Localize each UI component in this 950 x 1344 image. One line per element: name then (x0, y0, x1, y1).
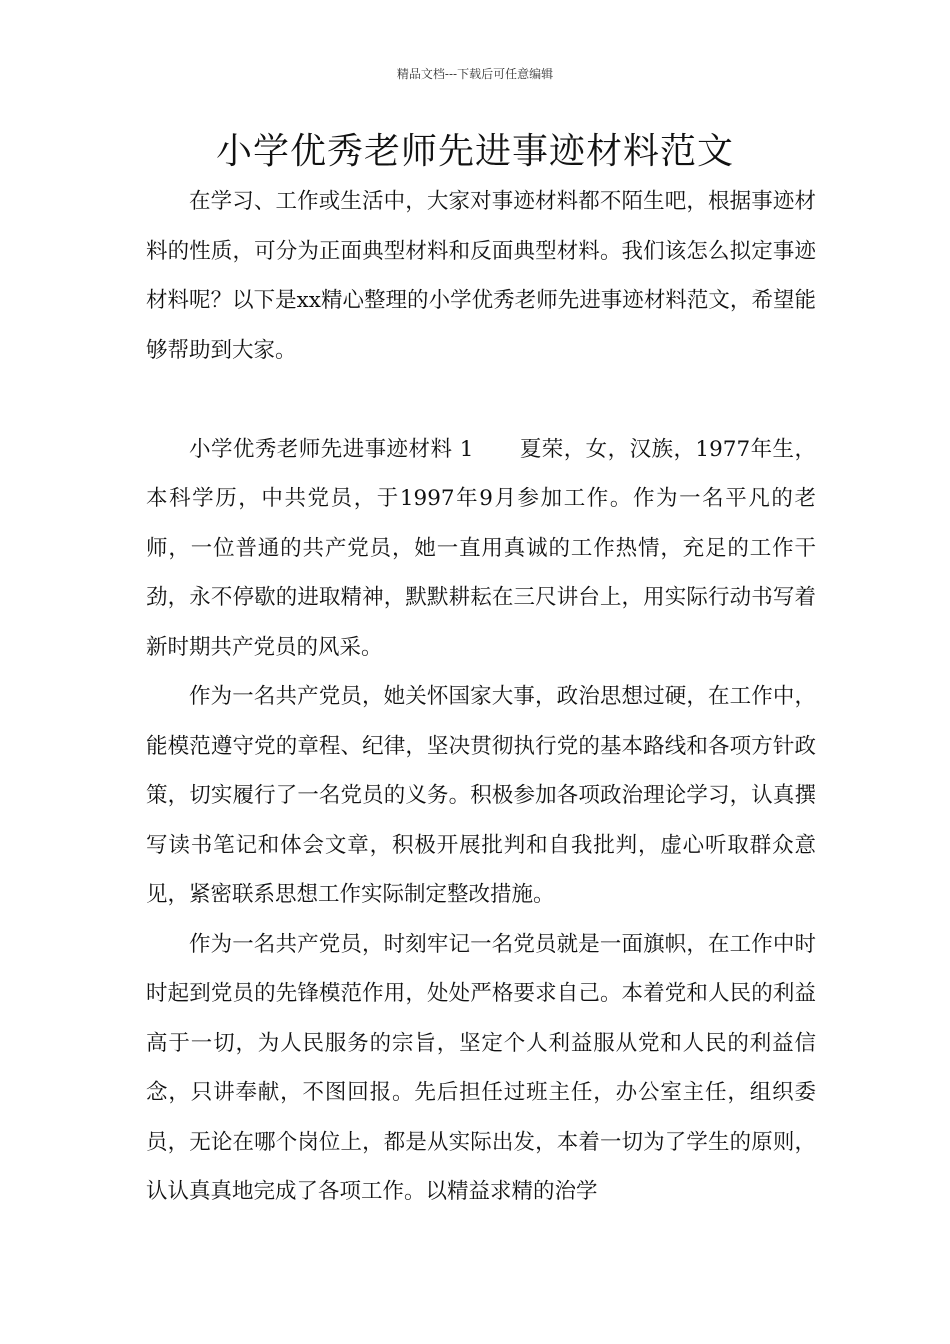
page-header: 精品文档---下载后可任意编辑 (396, 67, 554, 81)
document-body (146, 177, 816, 1217)
body-paragraph-3: 作为一名共产党员，时刻牢记一名党员就是一面旗帜，在工作中时时起到党员的先锋模范作用，处处严格要求自己。本着党和人民的利益高于一切，为人民服务的宗旨，坚定个人利益服从党和人民的利益信念，只讲奉献，不图回报。先后担任过班主任，办公室主任，组织委员，无论在哪个岗位上，都是从实际出发，本着一切为了学生的原则，认认真真地完成了各项工作。以精益求精的治学 (146, 931, 816, 1204)
document-title: 小学优秀老师先进事迹材料范文 (215, 131, 734, 172)
section-1-text: 夏荣，女，汉族，1977年生，本科学历，中共党员，于1997年9月参加工作。作为一名平凡的老师，一位普通的共产党员，她一直用真诚的工作热情，充足的工作干劲，永不停歇的进取精神，默默耕耘在三尺讲台上，用实际行动书写着新时期共产党员的风采。 (146, 436, 816, 660)
body-paragraph-2: 作为一名共产党员，她关怀国家大事，政治思想过硬，在工作中，能模范遵守党的章程、纪律，坚决贯彻执行党的基本路线和各项方针政策，切实履行了一名党员的义务。积极参加各项政治理论学习，认真撰写读书笔记和体会文章，积极开展批判和自我批判，虚心听取群众意见，紧密联系思想工作实际制定整改措施。 (146, 684, 816, 907)
section-1-heading: 小学优秀老师先进事迹材料 1 (189, 436, 474, 462)
section-1-paragraph (146, 425, 816, 673)
intro-paragraph: 在学习、工作或生活中，大家对事迹材料都不陌生吧，根据事迹材料的性质，可分为正面典型材料和反面典型材料。我们该怎么拟定事迹材料呢？以下是xx精心整理的小学优秀老师先进事迹材料范文，希望能够帮助到大家。 (146, 189, 816, 363)
